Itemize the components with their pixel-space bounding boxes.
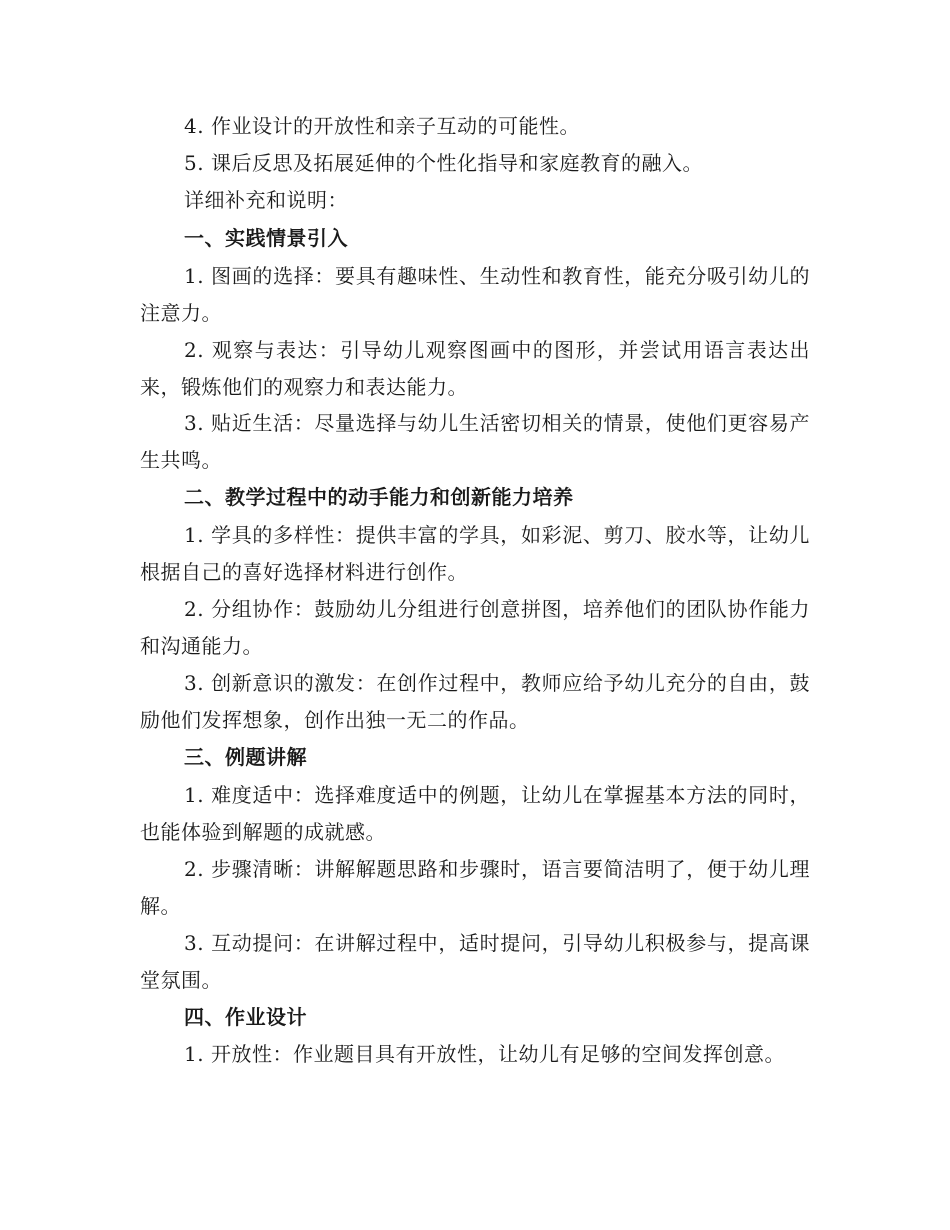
- list-item-4: 4. 作业设计的开放性和亲子互动的可能性。: [184, 114, 580, 138]
- section-3-paragraph-2: 2. 步骤清晰：讲解解题思路和步骤时，语言要简洁明了，便于幼儿理解。: [140, 857, 810, 918]
- section-1-paragraph-1: 1. 图画的选择：要具有趣味性、生动性和教育性，能充分吸引幼儿的注意力。: [140, 264, 810, 325]
- section-1-paragraph-3: 3. 贴近生活：尽量选择与幼儿生活密切相关的情景，使他们更容易产生共鸣。: [140, 411, 810, 472]
- intro-text: 详细补充和说明：: [184, 188, 348, 212]
- section-4-heading: 四、作业设计: [184, 1005, 307, 1029]
- list-item-5: 5. 课后反思及拓展延伸的个性化指导和家庭教育的融入。: [184, 151, 703, 175]
- section-2-paragraph-3: 3. 创新意识的激发：在创作过程中，教师应给予幼儿充分的自由，鼓励他们发挥想象，创作出独一无二的作品。: [140, 671, 810, 732]
- section-1-heading: 一、实践情景引入: [184, 226, 348, 250]
- section-2-paragraph-1: 1. 学具的多样性：提供丰富的学具，如彩泥、剪刀、胶水等，让幼儿根据自己的喜好选择材料进行创作。: [140, 523, 810, 584]
- section-3-paragraph-3: 3. 互动提问：在讲解过程中，适时提问，引导幼儿积极参与，提高课堂氛围。: [140, 931, 810, 992]
- section-3-paragraph-1: 1. 难度适中：选择难度适中的例题，让幼儿在掌握基本方法的同时，也能体验到解题的成就感。: [140, 783, 810, 844]
- section-3-heading: 三、例题讲解: [184, 745, 307, 769]
- section-2-paragraph-2: 2. 分组协作：鼓励幼儿分组进行创意拼图，培养他们的团队协作能力和沟通能力。: [140, 597, 810, 658]
- section-2-heading: 二、教学过程中的动手能力和创新能力培养: [184, 485, 574, 509]
- section-1-paragraph-2: 2. 观察与表达：引导幼儿观察图画中的图形，并尝试用语言表达出来，锻炼他们的观察力和表达能力。: [140, 338, 810, 399]
- section-4-paragraph-1: 1. 开放性：作业题目具有开放性，让幼儿有足够的空间发挥创意。: [184, 1042, 785, 1066]
